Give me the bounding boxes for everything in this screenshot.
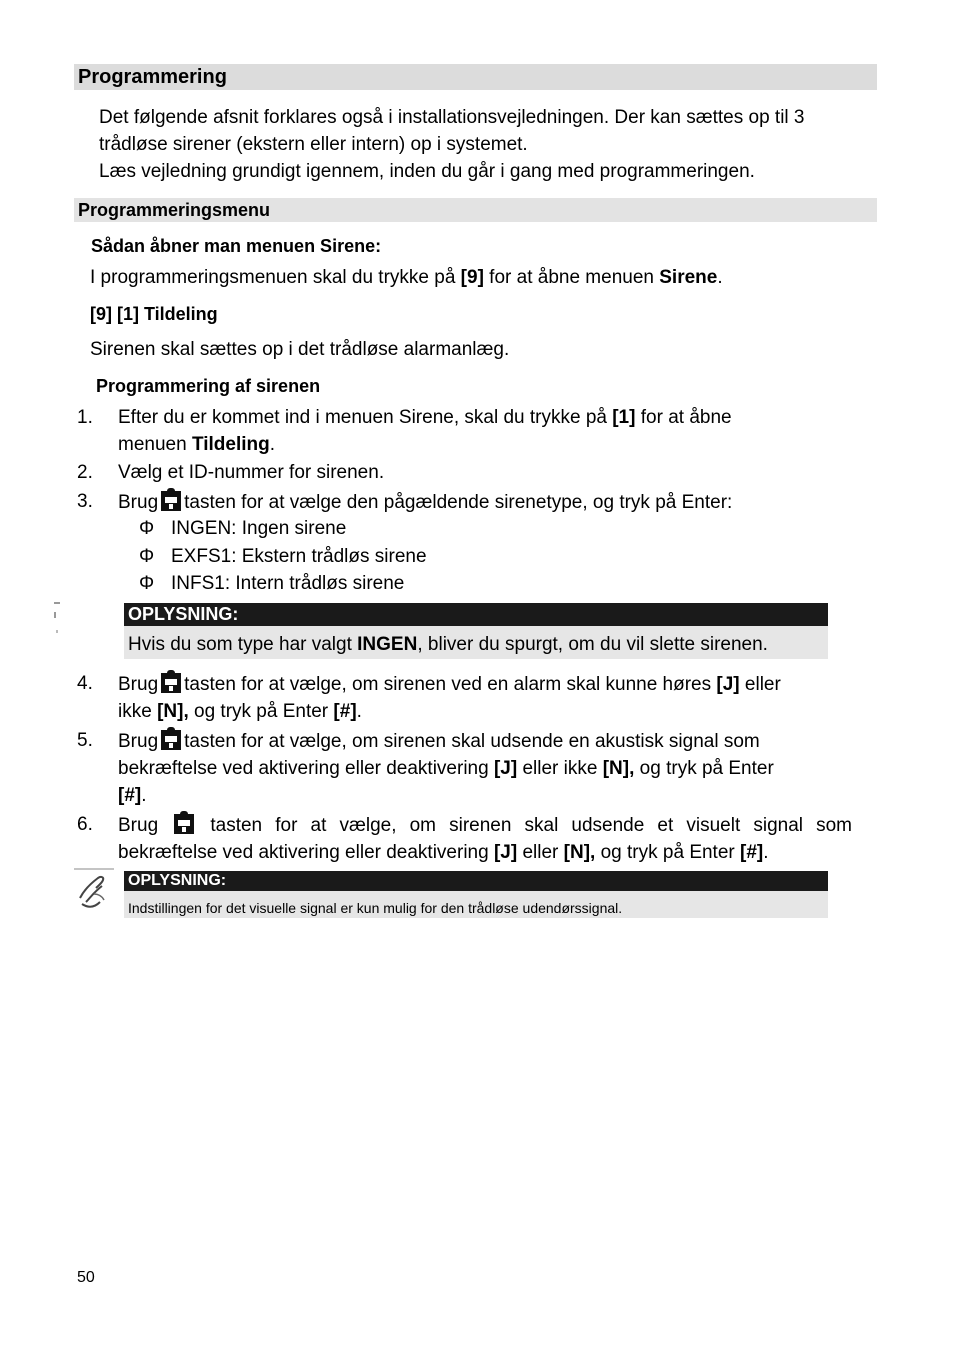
step-4-number: 4.: [77, 673, 93, 694]
note-2-heading: OPLYSNING:: [124, 871, 828, 891]
step-2-text: Vælg et ID-nummer for sirenen.: [118, 462, 385, 483]
step-3-text: Brug tasten for at vælge den pågældende sirenetype, og tryk på Enter:: [118, 488, 858, 516]
page-number: 50: [77, 1269, 95, 1286]
step-6-text: Brug tasten for at vælge, om sirenen skal udsende et visuelt signal som bekræftelse ved aktivering eller deaktivering [J] eller [N], og tryk på Enter [#].: [118, 811, 852, 866]
bullet-icon: Φ: [139, 546, 155, 567]
option-exfs1: EXFS1: Ekstern trådløs sirene: [171, 546, 427, 567]
step-1-number: 1.: [77, 407, 93, 428]
intro-line-1: Det følgende afsnit forklares også i installationsvejledningen. Der kan sættes op til 3: [99, 107, 805, 128]
margin-mark-icon: [52, 600, 62, 646]
subsection-title: Programmeringsmenu: [74, 198, 877, 222]
step-5-number: 5.: [77, 730, 93, 751]
assign-text: Sirenen skal sættes op i det trådløse alarmanlæg.: [90, 339, 510, 360]
option-infs1: INFS1: Intern trådløs sirene: [171, 573, 405, 594]
note-1-body: Hvis du som type har valgt INGEN, bliver du spurgt, om du vil slette sirenen.: [124, 626, 828, 659]
intro-paragraph: [99, 104, 869, 185]
intro-line-2: trådløse sirener (ekstern eller intern) op i systemet.: [99, 134, 528, 155]
key-icon: [160, 727, 182, 751]
note-2-body: Indstillingen for det visuelle signal er kun mulig for den trådløse udendørssignal.: [124, 891, 828, 918]
key-icon: [160, 488, 182, 512]
section-title: Programmering: [74, 64, 877, 90]
bullet-icon: Φ: [139, 518, 155, 539]
open-menu-heading: Sådan åbner man menuen Sirene:: [91, 236, 382, 256]
key-icon: [173, 811, 195, 835]
note-hand-icon: [72, 868, 116, 912]
step-4-text: Brug tasten for at vælge, om sirenen ved en alarm skal kunne høres [J] eller ikke [N], og tryk på Enter [#].: [118, 670, 858, 725]
step-3-number: 3.: [77, 491, 93, 512]
step-6-number: 6.: [77, 814, 93, 835]
note-1-heading: OPLYSNING:: [124, 603, 828, 626]
intro-line-3: Læs vejledning grundigt igennem, inden du går i gang med programmeringen.: [99, 161, 755, 182]
step-2-number: 2.: [77, 462, 93, 483]
key-icon: [160, 670, 182, 694]
option-ingen: INGEN: Ingen sirene: [171, 518, 347, 539]
open-menu-text: I programmeringsmenuen skal du trykke på [9] for at åbne menuen Sirene.: [90, 267, 723, 288]
assign-heading: [9] [1] Tildeling: [90, 304, 218, 324]
step-5-text: Brug tasten for at vælge, om sirenen skal udsende en akustisk signal som bekræftelse ved aktivering eller deaktivering [J] eller ikke [N], og tryk på Enter [#].: [118, 727, 858, 809]
program-heading: Programmering af sirenen: [96, 376, 321, 396]
step-1-text: Efter du er kommet ind i menuen Sirene, skal du trykke på [1] for at åbne menuen Tildeling.: [118, 407, 732, 455]
bullet-icon: Φ: [139, 573, 155, 594]
